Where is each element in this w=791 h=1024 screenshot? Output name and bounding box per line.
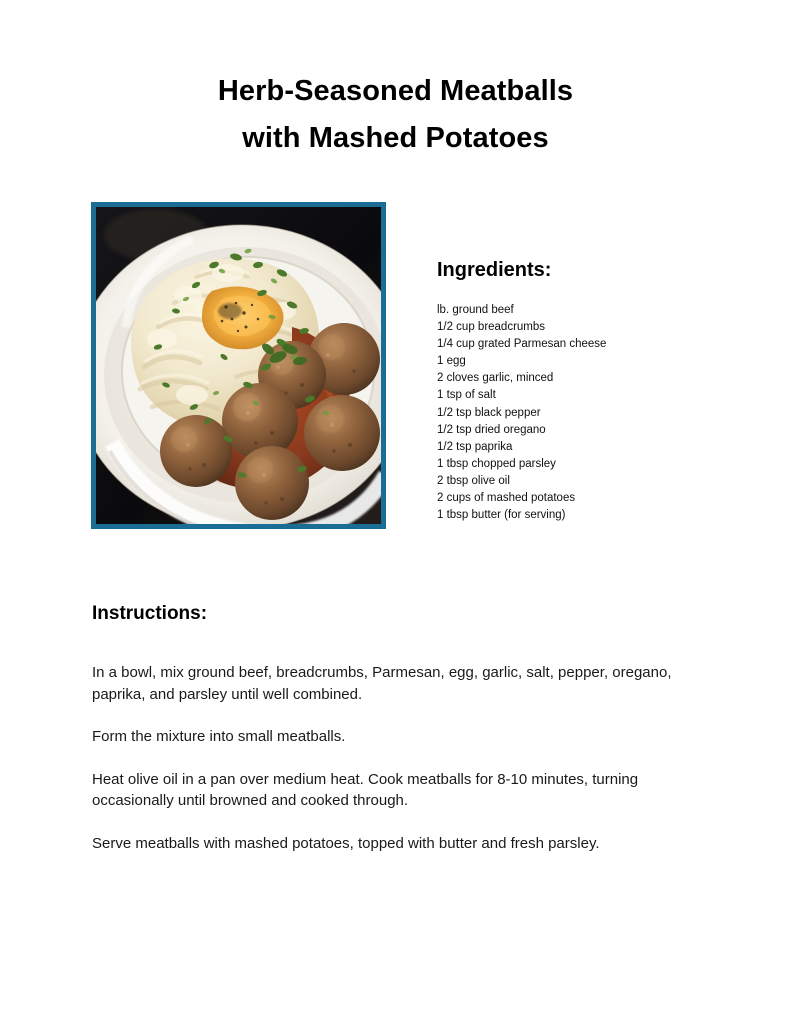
ingredient-item: 1/2 tsp dried oregano xyxy=(437,423,546,436)
ingredients-heading: Ingredients: xyxy=(437,259,552,281)
ingredient-item: 1 egg xyxy=(437,355,466,368)
ingredient-item: 1 tbsp butter (for serving) xyxy=(437,509,566,522)
title-line-1: Herb-Seasoned Meatballs xyxy=(217,75,574,107)
recipe-photo xyxy=(96,207,381,524)
ingredient-item: 1 tsp of salt xyxy=(437,389,496,402)
ingredient-item: 1/4 cup grated Parmesan cheese xyxy=(437,338,607,351)
ingredient-item: 1/2 tsp black pepper xyxy=(437,406,541,419)
page-title xyxy=(0,68,791,162)
instruction-step: Form the mixture into small meatballs. xyxy=(92,728,346,745)
instruction-step: Heat olive oil in a pan over medium heat. Cook meatballs for 8-10 minutes, turning occasionally until browned and cooked through. xyxy=(92,770,639,809)
ingredient-item: 2 cups of mashed potatoes xyxy=(437,492,576,505)
instructions-heading: Instructions: xyxy=(92,603,208,624)
ingredients-section xyxy=(437,258,757,524)
instruction-step: In a bowl, mix ground beef, breadcrumbs, Parmesan, egg, garlic, salt, pepper, oregano, paprika, and parsley until well combined. xyxy=(92,664,672,703)
recipe-photo-illustration xyxy=(96,207,381,524)
ingredients-list xyxy=(437,302,757,524)
instruction-step: Serve meatballs with mashed potatoes, topped with butter and fresh parsley. xyxy=(92,834,600,852)
instructions-section xyxy=(92,602,704,854)
ingredient-item: 1/2 cup breadcrumbs xyxy=(437,321,546,334)
ingredient-item: 2 tbsp olive oil xyxy=(437,474,510,487)
recipe-photo-frame xyxy=(91,202,386,529)
ingredient-item: 2 cloves garlic, minced xyxy=(437,372,554,385)
ingredient-item: 1/2 tsp paprika xyxy=(437,440,513,453)
title-line-2: with Mashed Potatoes xyxy=(242,122,549,154)
ingredient-item: 1 tbsp chopped parsley xyxy=(437,457,556,470)
ingredient-item: lb. ground beef xyxy=(437,304,514,316)
